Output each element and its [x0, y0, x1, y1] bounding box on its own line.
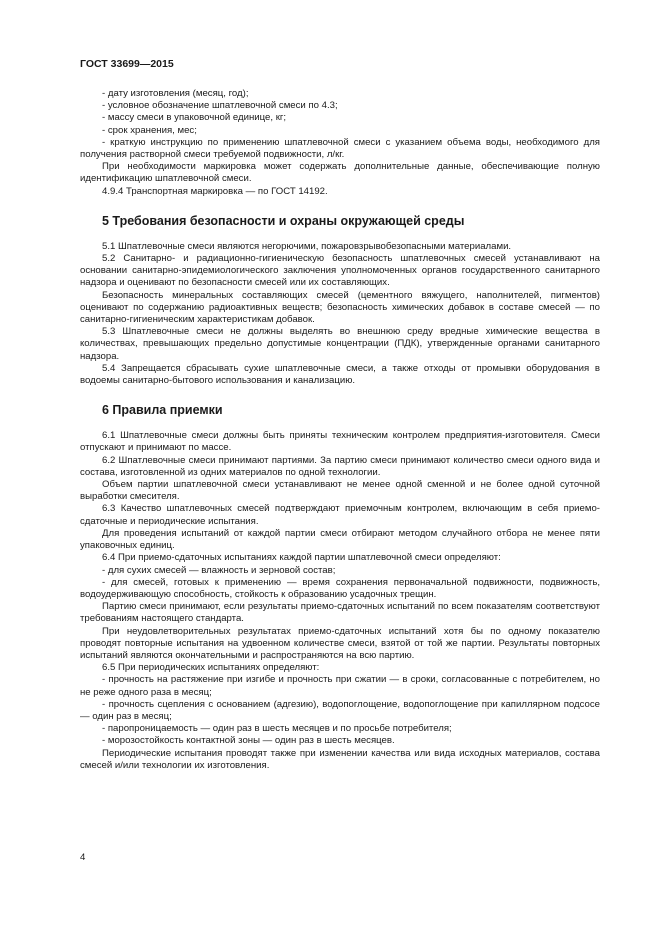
document-body — [80, 88, 600, 772]
paragraph: 6.1 Шпатлевочные смеси должны быть приняты техническим контролем предприятия-изготовителя. Смеси отпускают и принимают по массе. — [80, 430, 600, 454]
list-item: - морозостойкость контактной зоны — один раз в шесть месяцев. — [102, 735, 395, 747]
list-item: - прочность на растяжение при изгибе и прочность при сжатии — в сроки, согласованные с потребителем, но не реже одного раза в месяц; — [80, 674, 600, 698]
paragraph: 5.1 Шпатлевочные смеси являются негорючими, пожаровзрывобезопасными материалами. — [102, 240, 512, 252]
paragraph: 6.3 Качество шпатлевочных смесей подтверждают приемочным контролем, включающим в себя приемо-сдаточные и периодические испытания. — [80, 503, 600, 527]
section-6-heading: 6 Правила приемки — [102, 403, 223, 418]
section-5-heading: 5 Требования безопасности и охраны окружающей среды — [102, 213, 465, 228]
list-item: - условное обозначение шпатлевочной смеси по 4.3; — [102, 100, 338, 112]
paragraph: 5.4 Запрещается сбрасывать сухие шпатлевочные смеси, а также отходы от промывки оборудования в водоемы санитарно-бытового использования и канализацию. — [80, 362, 600, 387]
paragraph: При неудовлетворительных результатах приемо-сдаточных испытаний хотя бы по одному показателю проводят повторные испытания на удвоенном количестве смеси, взятой от той же партии. Результаты повторных испытаний являются окончательными и распространяются на всю партию. — [80, 625, 600, 661]
paragraph: При необходимости маркировка может содержать дополнительные данные, обеспечивающие полную идентификацию шпатлевочной смеси. — [80, 161, 600, 185]
paragraph: 6.2 Шпатлевочные смеси принимают партиями. За партию смеси принимают количество смеси одного вида и состава, изготовленной из одних материалов по одной технологии. — [80, 454, 600, 478]
list-item: - дату изготовления (месяц, год); — [102, 88, 249, 99]
paragraph: Объем партии шпатлевочной смеси устанавливают не менее одной сменной и не более одной суточной выработки смесителя. — [80, 479, 600, 503]
list-item: - массу смеси в упаковочной единице, кг; — [102, 112, 287, 124]
paragraph: Для проведения испытаний от каждой партии смеси отбирают методом случайного отбора не менее пяти упаковочных единиц. — [80, 527, 600, 552]
list-item: - паропроницаемость — один раз в шесть месяцев и по просьбе потребителя; — [102, 723, 452, 735]
list-item: - для сухих смесей — влажность и зерновой состав; — [102, 564, 336, 576]
paragraph: 6.4 При приемо-сдаточных испытаниях каждой партии шпатлевочной смеси определяют: — [102, 552, 501, 564]
paragraph: 5.3 Шпатлевочные смеси не должны выделять во внешнюю среду вредные химические вещества в количествах, превышающих предельно допустимые концентрации (ПДК), утвержденные органами санитарного надзора. — [80, 326, 600, 362]
list-item: - прочность сцепления с основанием (адгезию), водопоглощение, водопоглощение при капиллярном подсосе — один раз в месяц; — [80, 698, 600, 722]
list-item: - срок хранения, мес; — [102, 124, 197, 136]
document-code-header: ГОСТ 33699—2015 — [80, 58, 174, 70]
paragraph: Периодические испытания проводят также при изменении качества или вида исходных материалов, состава смесей и/или технологии их изготовления. — [80, 747, 600, 771]
paragraph: 6.5 При периодических испытаниях определяют: — [102, 662, 320, 674]
document-page — [80, 58, 600, 772]
paragraph: Безопасность минеральных составляющих смесей (цементного вяжущего, наполнителей, пигментов) оценивают по содержанию радиоактивных веществ; безопасность химических добавок в составе смесей — по санитарно-гигиеническим характеристикам добавок. — [80, 289, 600, 326]
paragraph: Партию смеси принимают, если результаты приемо-сдаточных испытаний по всем показателям соответствуют требованиям настоящего стандарта. — [80, 601, 600, 625]
list-item: - краткую инструкцию по применению шпатлевочной смеси с указанием объема воды, необходимого для получения растворной смеси требуемой подвижности, л/кг. — [80, 136, 600, 161]
paragraph: 4.9.4 Транспортная маркировка — по ГОСТ 14192. — [102, 185, 328, 197]
list-item: - для смесей, готовых к применению — время сохранения первоначальной подвижности, подвижность, водоудерживающую способность, стойкость к образованию усадочных трещин. — [80, 576, 600, 600]
paragraph: 5.2 Санитарно- и радиационно-гигиеническую безопасность шпатлевочных смесей устанавливают на основании санитарно-эпидемиологического заключения уполномоченных органов государственного санитарного надзора и оценивают по безопасности смесей или их составляющих. — [80, 253, 600, 289]
page-number: 4 — [80, 852, 86, 863]
